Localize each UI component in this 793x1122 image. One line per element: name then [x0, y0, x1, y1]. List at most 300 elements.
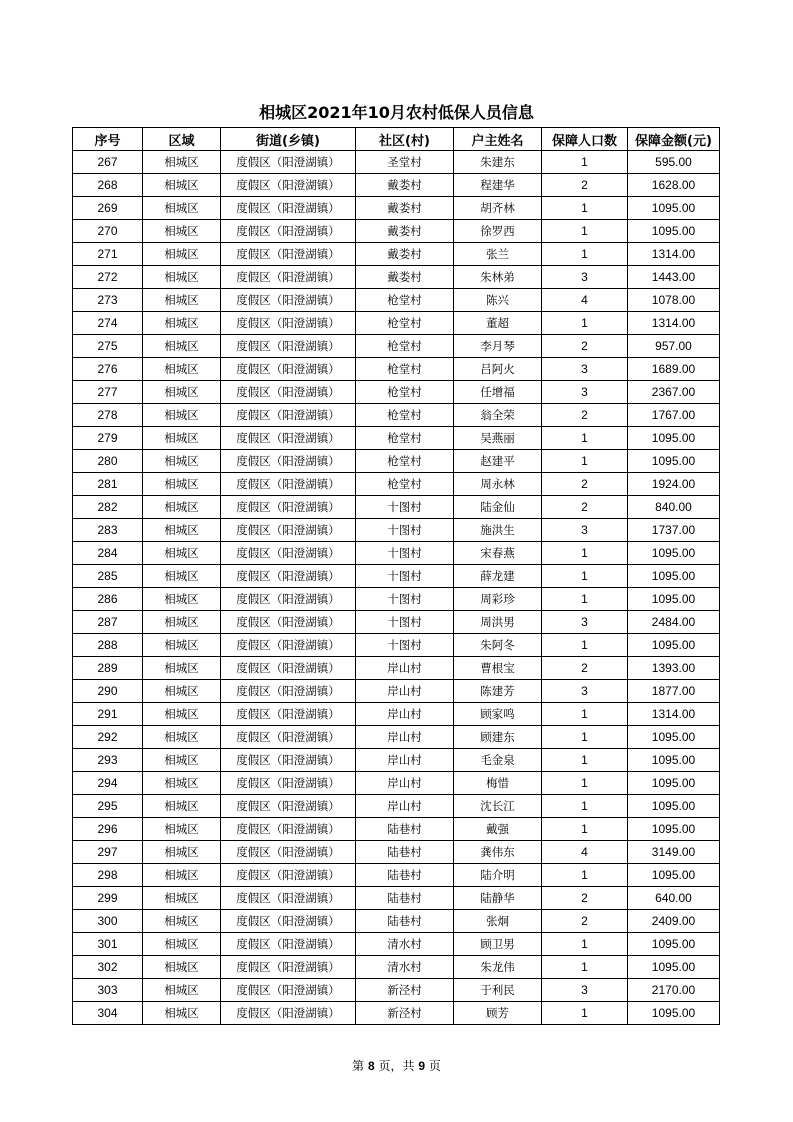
- cell-amount: 1095.00: [628, 634, 720, 657]
- cell-district: 相城区: [143, 289, 221, 312]
- cell-street: 度假区（阳澄湖镇）: [221, 657, 356, 680]
- cell-village: 戴娄村: [356, 220, 454, 243]
- cell-village: 岸山村: [356, 680, 454, 703]
- table-row: [73, 726, 720, 749]
- column-header-street: 街道(乡镇): [221, 128, 356, 151]
- cell-village: 岸山村: [356, 703, 454, 726]
- cell-district: 相城区: [143, 887, 221, 910]
- table-row: [73, 864, 720, 887]
- table-row: [73, 818, 720, 841]
- column-header-householder: 户主姓名: [454, 128, 542, 151]
- cell-street: 度假区（阳澄湖镇）: [221, 588, 356, 611]
- cell-householder: 周洪男: [454, 611, 542, 634]
- cell-index: 289: [73, 657, 143, 680]
- cell-people-count: 3: [542, 979, 628, 1002]
- cell-amount: 1095.00: [628, 450, 720, 473]
- cell-village: 岸山村: [356, 657, 454, 680]
- cell-amount: 2484.00: [628, 611, 720, 634]
- cell-amount: 1095.00: [628, 818, 720, 841]
- cell-index: 269: [73, 197, 143, 220]
- cell-street: 度假区（阳澄湖镇）: [221, 197, 356, 220]
- cell-district: 相城区: [143, 565, 221, 588]
- cell-people-count: 3: [542, 680, 628, 703]
- cell-village: 新泾村: [356, 1002, 454, 1025]
- cell-index: 295: [73, 795, 143, 818]
- cell-district: 相城区: [143, 657, 221, 680]
- table-row: [73, 956, 720, 979]
- cell-village: 岸山村: [356, 749, 454, 772]
- cell-district: 相城区: [143, 473, 221, 496]
- cell-street: 度假区（阳澄湖镇）: [221, 979, 356, 1002]
- cell-index: 275: [73, 335, 143, 358]
- cell-householder: 李月琴: [454, 335, 542, 358]
- cell-district: 相城区: [143, 726, 221, 749]
- cell-people-count: 3: [542, 611, 628, 634]
- cell-amount: 640.00: [628, 887, 720, 910]
- cell-index: 293: [73, 749, 143, 772]
- table-row: [73, 289, 720, 312]
- table-row: [73, 473, 720, 496]
- cell-people-count: 2: [542, 473, 628, 496]
- table-row: [73, 588, 720, 611]
- cell-street: 度假区（阳澄湖镇）: [221, 473, 356, 496]
- cell-people-count: 4: [542, 289, 628, 312]
- cell-amount: 595.00: [628, 151, 720, 174]
- cell-district: 相城区: [143, 220, 221, 243]
- cell-people-count: 1: [542, 450, 628, 473]
- cell-index: 279: [73, 427, 143, 450]
- cell-district: 相城区: [143, 634, 221, 657]
- cell-street: 度假区（阳澄湖镇）: [221, 289, 356, 312]
- cell-amount: 1767.00: [628, 404, 720, 427]
- cell-district: 相城区: [143, 496, 221, 519]
- cell-district: 相城区: [143, 197, 221, 220]
- cell-householder: 周永林: [454, 473, 542, 496]
- cell-people-count: 1: [542, 588, 628, 611]
- cell-householder: 顾建东: [454, 726, 542, 749]
- table-row: [73, 197, 720, 220]
- cell-street: 度假区（阳澄湖镇）: [221, 358, 356, 381]
- footer-middle: 页，共: [378, 1059, 415, 1073]
- cell-amount: 1628.00: [628, 174, 720, 197]
- cell-index: 290: [73, 680, 143, 703]
- cell-people-count: 2: [542, 335, 628, 358]
- cell-village: 枪堂村: [356, 312, 454, 335]
- cell-village: 枪堂村: [356, 358, 454, 381]
- table-row: [73, 772, 720, 795]
- cell-index: 286: [73, 588, 143, 611]
- cell-people-count: 1: [542, 726, 628, 749]
- cell-district: 相城区: [143, 427, 221, 450]
- cell-street: 度假区（阳澄湖镇）: [221, 381, 356, 404]
- cell-amount: 1443.00: [628, 266, 720, 289]
- cell-district: 相城区: [143, 450, 221, 473]
- cell-street: 度假区（阳澄湖镇）: [221, 611, 356, 634]
- cell-street: 度假区（阳澄湖镇）: [221, 496, 356, 519]
- cell-people-count: 1: [542, 956, 628, 979]
- cell-street: 度假区（阳澄湖镇）: [221, 404, 356, 427]
- table-row: [73, 565, 720, 588]
- cell-village: 陆巷村: [356, 841, 454, 864]
- cell-amount: 1095.00: [628, 933, 720, 956]
- cell-amount: 1095.00: [628, 588, 720, 611]
- cell-village: 陆巷村: [356, 864, 454, 887]
- cell-district: 相城区: [143, 910, 221, 933]
- cell-householder: 朱龙伟: [454, 956, 542, 979]
- cell-people-count: 1: [542, 151, 628, 174]
- cell-index: 301: [73, 933, 143, 956]
- cell-people-count: 1: [542, 243, 628, 266]
- cell-people-count: 1: [542, 1002, 628, 1025]
- cell-people-count: 1: [542, 565, 628, 588]
- table-row: [73, 312, 720, 335]
- cell-people-count: 1: [542, 703, 628, 726]
- cell-householder: 胡齐林: [454, 197, 542, 220]
- cell-householder: 顾卫男: [454, 933, 542, 956]
- cell-district: 相城区: [143, 151, 221, 174]
- cell-street: 度假区（阳澄湖镇）: [221, 726, 356, 749]
- table-row: [73, 266, 720, 289]
- cell-district: 相城区: [143, 542, 221, 565]
- cell-people-count: 1: [542, 634, 628, 657]
- cell-amount: 2170.00: [628, 979, 720, 1002]
- cell-householder: 陆金仙: [454, 496, 542, 519]
- column-header-amount: 保障金额(元): [628, 128, 720, 151]
- cell-street: 度假区（阳澄湖镇）: [221, 933, 356, 956]
- cell-index: 300: [73, 910, 143, 933]
- table-row: [73, 450, 720, 473]
- cell-amount: 1095.00: [628, 956, 720, 979]
- table-row: [73, 404, 720, 427]
- table-row: [73, 657, 720, 680]
- cell-street: 度假区（阳澄湖镇）: [221, 312, 356, 335]
- cell-index: 299: [73, 887, 143, 910]
- cell-street: 度假区（阳澄湖镇）: [221, 795, 356, 818]
- cell-householder: 沈长江: [454, 795, 542, 818]
- cell-village: 戴娄村: [356, 266, 454, 289]
- cell-district: 相城区: [143, 588, 221, 611]
- cell-street: 度假区（阳澄湖镇）: [221, 174, 356, 197]
- table-row: [73, 680, 720, 703]
- cell-people-count: 2: [542, 910, 628, 933]
- cell-amount: 1095.00: [628, 220, 720, 243]
- cell-street: 度假区（阳澄湖镇）: [221, 910, 356, 933]
- table-row: [73, 427, 720, 450]
- cell-householder: 陆介明: [454, 864, 542, 887]
- cell-householder: 朱林弟: [454, 266, 542, 289]
- cell-index: 284: [73, 542, 143, 565]
- cell-index: 270: [73, 220, 143, 243]
- cell-district: 相城区: [143, 243, 221, 266]
- cell-amount: 2367.00: [628, 381, 720, 404]
- cell-amount: 3149.00: [628, 841, 720, 864]
- cell-householder: 赵建平: [454, 450, 542, 473]
- cell-householder: 张炯: [454, 910, 542, 933]
- cell-village: 清水村: [356, 956, 454, 979]
- cell-village: 新泾村: [356, 979, 454, 1002]
- cell-householder: 朱阿冬: [454, 634, 542, 657]
- cell-village: 戴娄村: [356, 197, 454, 220]
- cell-street: 度假区（阳澄湖镇）: [221, 427, 356, 450]
- cell-street: 度假区（阳澄湖镇）: [221, 887, 356, 910]
- cell-village: 十图村: [356, 634, 454, 657]
- cell-people-count: 3: [542, 266, 628, 289]
- cell-district: 相城区: [143, 680, 221, 703]
- cell-amount: 1924.00: [628, 473, 720, 496]
- cell-index: 292: [73, 726, 143, 749]
- table-row: [73, 542, 720, 565]
- cell-amount: 1095.00: [628, 726, 720, 749]
- cell-street: 度假区（阳澄湖镇）: [221, 680, 356, 703]
- table-row: [73, 979, 720, 1002]
- table-row: [73, 174, 720, 197]
- cell-index: 272: [73, 266, 143, 289]
- table-row: [73, 358, 720, 381]
- cell-district: 相城区: [143, 1002, 221, 1025]
- cell-village: 岸山村: [356, 772, 454, 795]
- cell-village: 陆巷村: [356, 818, 454, 841]
- cell-district: 相城区: [143, 174, 221, 197]
- cell-street: 度假区（阳澄湖镇）: [221, 335, 356, 358]
- footer-prefix: 第: [352, 1059, 365, 1073]
- cell-village: 十图村: [356, 542, 454, 565]
- cell-amount: 1095.00: [628, 197, 720, 220]
- table-row: [73, 335, 720, 358]
- cell-street: 度假区（阳澄湖镇）: [221, 519, 356, 542]
- cell-district: 相城区: [143, 404, 221, 427]
- cell-district: 相城区: [143, 933, 221, 956]
- cell-index: 282: [73, 496, 143, 519]
- cell-householder: 毛金泉: [454, 749, 542, 772]
- table-row: [73, 749, 720, 772]
- page-footer: [0, 1058, 793, 1074]
- cell-householder: 梅惜: [454, 772, 542, 795]
- cell-street: 度假区（阳澄湖镇）: [221, 151, 356, 174]
- cell-index: 267: [73, 151, 143, 174]
- table-header-row: [73, 128, 720, 151]
- cell-district: 相城区: [143, 795, 221, 818]
- cell-amount: 1737.00: [628, 519, 720, 542]
- cell-householder: 陈兴: [454, 289, 542, 312]
- cell-people-count: 4: [542, 841, 628, 864]
- cell-people-count: 2: [542, 404, 628, 427]
- cell-district: 相城区: [143, 519, 221, 542]
- cell-householder: 于利民: [454, 979, 542, 1002]
- cell-village: 十图村: [356, 611, 454, 634]
- cell-street: 度假区（阳澄湖镇）: [221, 749, 356, 772]
- cell-people-count: 2: [542, 174, 628, 197]
- table-row: [73, 381, 720, 404]
- table-row: [73, 634, 720, 657]
- table-row: [73, 519, 720, 542]
- cell-street: 度假区（阳澄湖镇）: [221, 542, 356, 565]
- cell-index: 297: [73, 841, 143, 864]
- cell-people-count: 1: [542, 933, 628, 956]
- cell-people-count: 1: [542, 220, 628, 243]
- cell-index: 287: [73, 611, 143, 634]
- cell-householder: 吕阿火: [454, 358, 542, 381]
- table-row: [73, 1002, 720, 1025]
- cell-amount: 1095.00: [628, 772, 720, 795]
- cell-people-count: 1: [542, 542, 628, 565]
- cell-people-count: 1: [542, 772, 628, 795]
- table-row: [73, 887, 720, 910]
- cell-district: 相城区: [143, 979, 221, 1002]
- cell-district: 相城区: [143, 956, 221, 979]
- cell-village: 枪堂村: [356, 473, 454, 496]
- cell-village: 十图村: [356, 519, 454, 542]
- cell-village: 十图村: [356, 565, 454, 588]
- roster-table: [72, 127, 720, 1025]
- cell-index: 281: [73, 473, 143, 496]
- cell-street: 度假区（阳澄湖镇）: [221, 864, 356, 887]
- cell-people-count: 2: [542, 496, 628, 519]
- cell-village: 枪堂村: [356, 450, 454, 473]
- cell-village: 枪堂村: [356, 289, 454, 312]
- cell-district: 相城区: [143, 611, 221, 634]
- cell-householder: 徐罗西: [454, 220, 542, 243]
- cell-householder: 周彩珍: [454, 588, 542, 611]
- cell-people-count: 3: [542, 381, 628, 404]
- cell-householder: 朱建东: [454, 151, 542, 174]
- cell-index: 283: [73, 519, 143, 542]
- cell-district: 相城区: [143, 772, 221, 795]
- cell-householder: 龚伟东: [454, 841, 542, 864]
- cell-index: 280: [73, 450, 143, 473]
- table-row: [73, 795, 720, 818]
- cell-district: 相城区: [143, 749, 221, 772]
- cell-people-count: 1: [542, 312, 628, 335]
- column-header-index: 序号: [73, 128, 143, 151]
- cell-village: 戴娄村: [356, 174, 454, 197]
- cell-amount: 2409.00: [628, 910, 720, 933]
- cell-index: 268: [73, 174, 143, 197]
- column-header-village: 社区(村): [356, 128, 454, 151]
- cell-district: 相城区: [143, 841, 221, 864]
- cell-district: 相城区: [143, 381, 221, 404]
- cell-householder: 曹根宝: [454, 657, 542, 680]
- cell-amount: 1314.00: [628, 703, 720, 726]
- cell-index: 294: [73, 772, 143, 795]
- cell-amount: 1078.00: [628, 289, 720, 312]
- column-header-people-count: 保障人口数: [542, 128, 628, 151]
- cell-amount: 840.00: [628, 496, 720, 519]
- cell-street: 度假区（阳澄湖镇）: [221, 565, 356, 588]
- table-row: [73, 151, 720, 174]
- cell-householder: 戴强: [454, 818, 542, 841]
- cell-district: 相城区: [143, 335, 221, 358]
- table-row: [73, 703, 720, 726]
- table-row: [73, 841, 720, 864]
- cell-village: 十图村: [356, 496, 454, 519]
- cell-index: 276: [73, 358, 143, 381]
- footer-page-number: 8: [367, 1059, 375, 1073]
- column-header-district: 区域: [143, 128, 221, 151]
- cell-village: 清水村: [356, 933, 454, 956]
- cell-street: 度假区（阳澄湖镇）: [221, 450, 356, 473]
- page-title: 相城区2021年10月农村低保人员信息: [259, 103, 534, 122]
- table-row: [73, 243, 720, 266]
- cell-village: 岸山村: [356, 795, 454, 818]
- cell-street: 度假区（阳澄湖镇）: [221, 1002, 356, 1025]
- cell-street: 度假区（阳澄湖镇）: [221, 634, 356, 657]
- cell-index: 296: [73, 818, 143, 841]
- cell-amount: 1877.00: [628, 680, 720, 703]
- cell-people-count: 1: [542, 864, 628, 887]
- cell-householder: 薛龙建: [454, 565, 542, 588]
- cell-street: 度假区（阳澄湖镇）: [221, 818, 356, 841]
- cell-index: 285: [73, 565, 143, 588]
- cell-people-count: 1: [542, 749, 628, 772]
- cell-index: 271: [73, 243, 143, 266]
- cell-people-count: 3: [542, 358, 628, 381]
- cell-people-count: 2: [542, 887, 628, 910]
- cell-village: 枪堂村: [356, 381, 454, 404]
- cell-householder: 顾家鸣: [454, 703, 542, 726]
- cell-street: 度假区（阳澄湖镇）: [221, 841, 356, 864]
- table-row: [73, 910, 720, 933]
- cell-householder: 施洪生: [454, 519, 542, 542]
- cell-index: 291: [73, 703, 143, 726]
- cell-amount: 1393.00: [628, 657, 720, 680]
- cell-street: 度假区（阳澄湖镇）: [221, 956, 356, 979]
- cell-index: 273: [73, 289, 143, 312]
- cell-index: 278: [73, 404, 143, 427]
- cell-householder: 陆静华: [454, 887, 542, 910]
- footer-suffix: 页: [428, 1059, 441, 1073]
- cell-amount: 1095.00: [628, 749, 720, 772]
- cell-index: 274: [73, 312, 143, 335]
- cell-district: 相城区: [143, 358, 221, 381]
- cell-index: 303: [73, 979, 143, 1002]
- cell-people-count: 1: [542, 795, 628, 818]
- cell-village: 岸山村: [356, 726, 454, 749]
- cell-index: 277: [73, 381, 143, 404]
- cell-householder: 宋春燕: [454, 542, 542, 565]
- cell-amount: 957.00: [628, 335, 720, 358]
- cell-householder: 程建华: [454, 174, 542, 197]
- cell-amount: 1095.00: [628, 427, 720, 450]
- cell-householder: 董超: [454, 312, 542, 335]
- cell-index: 298: [73, 864, 143, 887]
- table-body: [73, 151, 720, 1025]
- cell-amount: 1314.00: [628, 312, 720, 335]
- cell-amount: 1095.00: [628, 795, 720, 818]
- cell-amount: 1314.00: [628, 243, 720, 266]
- cell-householder: 陈建芳: [454, 680, 542, 703]
- cell-index: 302: [73, 956, 143, 979]
- cell-village: 圣堂村: [356, 151, 454, 174]
- cell-village: 枪堂村: [356, 404, 454, 427]
- table-row: [73, 611, 720, 634]
- cell-village: 陆巷村: [356, 887, 454, 910]
- table-row: [73, 933, 720, 956]
- cell-village: 枪堂村: [356, 427, 454, 450]
- cell-amount: 1095.00: [628, 1002, 720, 1025]
- table-row: [73, 496, 720, 519]
- cell-village: 陆巷村: [356, 910, 454, 933]
- cell-village: 枪堂村: [356, 335, 454, 358]
- cell-householder: 张兰: [454, 243, 542, 266]
- cell-amount: 1095.00: [628, 542, 720, 565]
- cell-street: 度假区（阳澄湖镇）: [221, 772, 356, 795]
- cell-village: 十图村: [356, 588, 454, 611]
- cell-district: 相城区: [143, 703, 221, 726]
- cell-amount: 1095.00: [628, 864, 720, 887]
- cell-street: 度假区（阳澄湖镇）: [221, 220, 356, 243]
- cell-householder: 吴燕丽: [454, 427, 542, 450]
- cell-district: 相城区: [143, 864, 221, 887]
